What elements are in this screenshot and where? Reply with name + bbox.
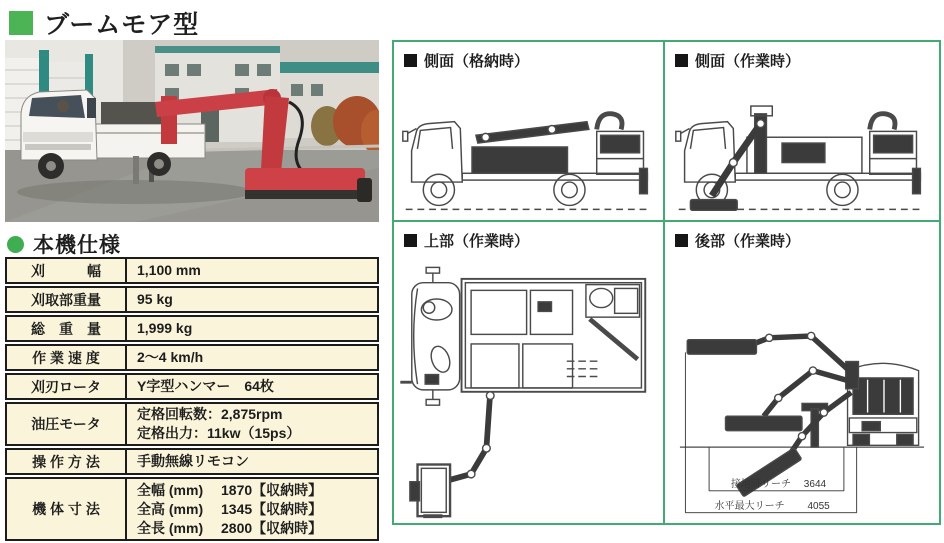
- panel-side-working: [665, 42, 939, 222]
- truck-boom-mower-photo: [5, 40, 379, 222]
- panel-title: 側面（作業時）: [695, 53, 801, 70]
- spec-label: 作 業 速 度: [7, 346, 127, 369]
- panel-top-working: [394, 222, 665, 523]
- green-square-icon: [9, 11, 33, 35]
- spec-row-work-speed: [5, 344, 379, 371]
- panel-header: [394, 222, 663, 251]
- spec-value: 全長 (mm) 2800【収納時】: [137, 519, 323, 536]
- diagram-grid: [392, 40, 941, 525]
- black-square-icon: [675, 54, 688, 67]
- spec-label: 刈 幅: [7, 259, 127, 282]
- max-horizontal-reach-value: 4055: [807, 501, 830, 513]
- spec-row-total-weight: [5, 315, 379, 342]
- page-title: [9, 5, 199, 41]
- spec-value: 95 kg: [137, 291, 173, 307]
- spec-row-dimensions: [5, 477, 379, 541]
- spec-row-cutting-width: [5, 257, 379, 284]
- side-stored-drawing: [396, 72, 662, 220]
- spec-value: Y字型ハンマー 64枚: [137, 378, 274, 394]
- spec-label: 機 体 寸 法: [7, 479, 127, 539]
- spec-value: 全高 (mm) 1345【収納時】: [137, 500, 323, 517]
- spec-label: 操 作 方 法: [7, 450, 127, 473]
- spec-section-heading: [7, 229, 121, 259]
- ground-reach-value: 3644: [803, 479, 827, 491]
- spec-label: 油圧モータ: [7, 404, 127, 444]
- spec-value: 全幅 (mm) 1870【収納時】: [137, 481, 323, 498]
- spec-row-cutter-weight: [5, 286, 379, 313]
- side-working-drawing: [669, 72, 935, 220]
- spec-label: 総 重 量: [7, 317, 127, 340]
- panel-rear-working: [665, 222, 939, 523]
- spec-label: 刈刃ロータ: [7, 375, 127, 398]
- black-square-icon: [675, 234, 688, 247]
- black-square-icon: [404, 54, 417, 67]
- panel-title: 上部（作業時）: [424, 233, 530, 250]
- spec-heading-text: 本機仕様: [33, 234, 121, 257]
- spec-value: 定格回転数：2,875rpm: [137, 406, 283, 422]
- panel-title: 後部（作業時）: [695, 233, 801, 250]
- spec-value: 2～4 km/h: [137, 349, 204, 365]
- spec-value: 1,999 kg: [137, 320, 193, 336]
- spec-label: 刈取部重量: [7, 288, 127, 311]
- panel-header: [665, 42, 939, 71]
- panel-header: [394, 42, 663, 71]
- product-photo: [5, 40, 379, 222]
- panel-header: [665, 222, 939, 251]
- spec-value: 1,100 mm: [137, 262, 201, 278]
- spec-value: 手動無線リモコン: [137, 453, 249, 469]
- spec-value: 定格出力：11kw（15ps）: [137, 425, 301, 441]
- spec-table: [5, 257, 379, 543]
- black-square-icon: [404, 234, 417, 247]
- top-working-drawing: [398, 254, 660, 520]
- spec-row-operation: [5, 448, 379, 475]
- page-title-text: ブームモア型: [44, 11, 200, 39]
- panel-side-stored: [394, 42, 665, 222]
- rear-working-drawing: [669, 254, 935, 520]
- green-circle-icon: [7, 236, 24, 253]
- spec-row-rotor: [5, 373, 379, 400]
- max-horizontal-reach-label: 水平最大リーチ: [714, 501, 785, 513]
- spec-row-hydraulic-motor: [5, 402, 379, 446]
- ground-reach-label: 接地時リーチ: [730, 479, 792, 491]
- panel-title: 側面（格納時）: [424, 53, 530, 70]
